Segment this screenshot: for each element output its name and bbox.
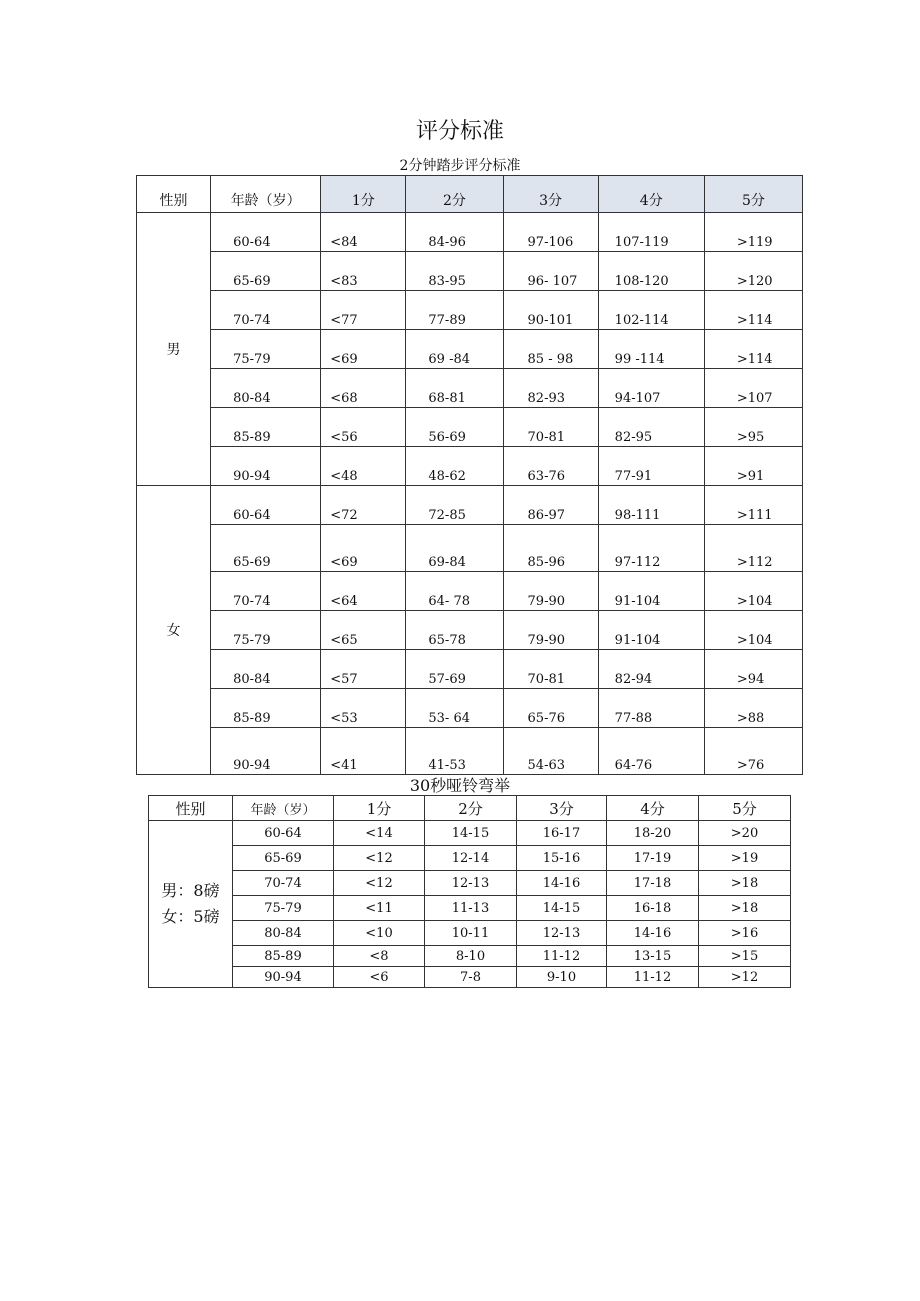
score-cell: 72-85 xyxy=(406,486,503,525)
header-cell: 年龄（岁） xyxy=(233,796,334,821)
table-row xyxy=(149,821,791,846)
score-cell: 94-107 xyxy=(598,369,704,408)
score-cell: 77-91 xyxy=(598,447,704,486)
age-cell: 75-79 xyxy=(211,611,321,650)
score-cell: 86-97 xyxy=(503,486,598,525)
header-cell: 5分 xyxy=(704,176,802,213)
score-cell: 12-13 xyxy=(425,871,517,896)
score-cell: <83 xyxy=(321,252,406,291)
score-cell: >114 xyxy=(704,291,802,330)
age-cell: 60-64 xyxy=(211,213,321,252)
score-cell: 10-11 xyxy=(425,921,517,946)
score-cell: <11 xyxy=(334,896,425,921)
score-cell: <41 xyxy=(321,728,406,775)
age-cell: 90-94 xyxy=(211,447,321,486)
score-cell: 11-13 xyxy=(425,896,517,921)
score-cell: 16-17 xyxy=(517,821,607,846)
table-row xyxy=(137,408,803,447)
header-cell: 4分 xyxy=(607,796,699,821)
age-cell: 65-69 xyxy=(211,525,321,572)
score-cell: <57 xyxy=(321,650,406,689)
score-cell: <68 xyxy=(321,369,406,408)
score-cell: >119 xyxy=(704,213,802,252)
score-cell: 90-101 xyxy=(503,291,598,330)
table-row xyxy=(149,921,791,946)
score-cell: 12-13 xyxy=(517,921,607,946)
age-cell: 60-64 xyxy=(211,486,321,525)
score-cell: 85 - 98 xyxy=(503,330,598,369)
score-cell: >16 xyxy=(699,921,791,946)
score-cell: 15-16 xyxy=(517,846,607,871)
score-cell: <64 xyxy=(321,572,406,611)
score-cell: 18-20 xyxy=(607,821,699,846)
female-weight-label: 女：5磅 xyxy=(161,907,220,926)
score-cell: >104 xyxy=(704,572,802,611)
table-row xyxy=(137,369,803,408)
age-cell: 60-64 xyxy=(233,821,334,846)
score-cell: <69 xyxy=(321,525,406,572)
score-cell: 70-81 xyxy=(503,650,598,689)
score-cell: <8 xyxy=(334,946,425,967)
age-cell: 70-74 xyxy=(233,871,334,896)
age-cell: 70-74 xyxy=(211,291,321,330)
score-cell: 77-89 xyxy=(406,291,503,330)
table-row xyxy=(149,846,791,871)
age-cell: 80-84 xyxy=(211,650,321,689)
page-title: 评分标准 xyxy=(415,119,504,144)
score-cell: 82-95 xyxy=(598,408,704,447)
table-row xyxy=(137,486,803,525)
table-row xyxy=(149,896,791,921)
score-cell: >111 xyxy=(704,486,802,525)
age-cell: 90-94 xyxy=(211,728,321,775)
score-cell: >107 xyxy=(704,369,802,408)
score-cell: 83-95 xyxy=(406,252,503,291)
header-cell: 性别 xyxy=(149,796,233,821)
header-cell: 1分 xyxy=(334,796,425,821)
age-cell: 80-84 xyxy=(233,921,334,946)
score-cell: <48 xyxy=(321,447,406,486)
score-cell: 64- 78 xyxy=(406,572,503,611)
score-cell: 12-14 xyxy=(425,846,517,871)
score-cell: <65 xyxy=(321,611,406,650)
score-cell: 85-96 xyxy=(503,525,598,572)
score-cell: 57-69 xyxy=(406,650,503,689)
score-cell: <10 xyxy=(334,921,425,946)
score-cell: 99 -114 xyxy=(598,330,704,369)
score-cell: 70-81 xyxy=(503,408,598,447)
score-cell: >18 xyxy=(699,871,791,896)
score-cell: <14 xyxy=(334,821,425,846)
age-cell: 85-89 xyxy=(233,946,334,967)
score-cell: 82-93 xyxy=(503,369,598,408)
score-cell: 11-12 xyxy=(607,967,699,988)
score-cell: 13-15 xyxy=(607,946,699,967)
score-cell: >94 xyxy=(704,650,802,689)
age-cell: 85-89 xyxy=(211,689,321,728)
age-cell: 65-69 xyxy=(233,846,334,871)
header-cell: 1分 xyxy=(321,176,406,213)
age-cell: 90-94 xyxy=(233,967,334,988)
table-row xyxy=(137,252,803,291)
score-cell: >19 xyxy=(699,846,791,871)
score-cell: 65-78 xyxy=(406,611,503,650)
curl-test-title: 30秒哑铃弯举 xyxy=(409,776,511,795)
score-cell: 68-81 xyxy=(406,369,503,408)
age-cell: 85-89 xyxy=(211,408,321,447)
table-row xyxy=(137,650,803,689)
score-cell: >104 xyxy=(704,611,802,650)
score-cell: 63-76 xyxy=(503,447,598,486)
score-cell: >95 xyxy=(704,408,802,447)
score-cell: <77 xyxy=(321,291,406,330)
curl-test-table xyxy=(148,795,791,988)
score-cell: <12 xyxy=(334,871,425,896)
table-row xyxy=(137,330,803,369)
score-cell: >18 xyxy=(699,896,791,921)
header-cell: 3分 xyxy=(503,176,598,213)
score-cell: >120 xyxy=(704,252,802,291)
sex-weight-cell xyxy=(149,821,233,988)
table-row xyxy=(137,728,803,775)
score-cell: <56 xyxy=(321,408,406,447)
score-cell: 17-19 xyxy=(607,846,699,871)
score-cell: 97-106 xyxy=(503,213,598,252)
score-cell: >12 xyxy=(699,967,791,988)
score-cell: 11-12 xyxy=(517,946,607,967)
score-cell: 14-16 xyxy=(517,871,607,896)
header-cell: 性别 xyxy=(137,176,211,213)
score-cell: 14-16 xyxy=(607,921,699,946)
header-cell: 4分 xyxy=(598,176,704,213)
score-cell: 41-53 xyxy=(406,728,503,775)
score-cell: 79-90 xyxy=(503,611,598,650)
table-row xyxy=(137,572,803,611)
score-cell: 107-119 xyxy=(598,213,704,252)
score-cell: 91-104 xyxy=(598,611,704,650)
age-cell: 70-74 xyxy=(211,572,321,611)
score-cell: <12 xyxy=(334,846,425,871)
score-cell: 54-63 xyxy=(503,728,598,775)
score-cell: 91-104 xyxy=(598,572,704,611)
score-cell: 17-18 xyxy=(607,871,699,896)
score-cell: >76 xyxy=(704,728,802,775)
header-cell: 年龄（岁） xyxy=(211,176,321,213)
score-cell: >20 xyxy=(699,821,791,846)
score-cell: >91 xyxy=(704,447,802,486)
score-cell: >112 xyxy=(704,525,802,572)
score-cell: 69-84 xyxy=(406,525,503,572)
table-header-row xyxy=(137,176,803,213)
score-cell: <72 xyxy=(321,486,406,525)
age-cell: 65-69 xyxy=(211,252,321,291)
table-row xyxy=(149,967,791,988)
table-row xyxy=(137,213,803,252)
score-cell: >15 xyxy=(699,946,791,967)
score-cell: 96- 107 xyxy=(503,252,598,291)
score-cell: <84 xyxy=(321,213,406,252)
score-cell: 48-62 xyxy=(406,447,503,486)
score-cell: 77-88 xyxy=(598,689,704,728)
table-row xyxy=(137,291,803,330)
table-row xyxy=(149,946,791,967)
score-cell: 65-76 xyxy=(503,689,598,728)
score-cell: 9-10 xyxy=(517,967,607,988)
step-test-table xyxy=(136,175,803,775)
header-cell: 2分 xyxy=(425,796,517,821)
table-row xyxy=(137,689,803,728)
header-cell: 5分 xyxy=(699,796,791,821)
score-cell: <6 xyxy=(334,967,425,988)
score-cell: 84-96 xyxy=(406,213,503,252)
table-row xyxy=(137,611,803,650)
score-cell: 14-15 xyxy=(425,821,517,846)
table-row xyxy=(149,871,791,896)
score-cell: <69 xyxy=(321,330,406,369)
sex-cell: 女 xyxy=(137,486,211,775)
score-cell: 98-111 xyxy=(598,486,704,525)
table-row xyxy=(137,447,803,486)
score-cell: 16-18 xyxy=(607,896,699,921)
step-test-title: 2分钟踏步评分标准 xyxy=(399,158,521,174)
age-cell: 75-79 xyxy=(211,330,321,369)
header-cell: 2分 xyxy=(406,176,503,213)
score-cell: 102-114 xyxy=(598,291,704,330)
score-cell: 7-8 xyxy=(425,967,517,988)
score-cell: 79-90 xyxy=(503,572,598,611)
table-row xyxy=(137,525,803,572)
score-cell: 108-120 xyxy=(598,252,704,291)
score-cell: 64-76 xyxy=(598,728,704,775)
score-cell: 82-94 xyxy=(598,650,704,689)
table-header-row xyxy=(149,796,791,821)
age-cell: 75-79 xyxy=(233,896,334,921)
score-cell: <53 xyxy=(321,689,406,728)
age-cell: 80-84 xyxy=(211,369,321,408)
sex-cell: 男 xyxy=(137,213,211,486)
score-cell: 56-69 xyxy=(406,408,503,447)
score-cell: >114 xyxy=(704,330,802,369)
score-cell: 97-112 xyxy=(598,525,704,572)
male-weight-label: 男：8磅 xyxy=(161,881,220,900)
header-cell: 3分 xyxy=(517,796,607,821)
score-cell: 53- 64 xyxy=(406,689,503,728)
score-cell: >88 xyxy=(704,689,802,728)
score-cell: 14-15 xyxy=(517,896,607,921)
score-cell: 69 -84 xyxy=(406,330,503,369)
score-cell: 8-10 xyxy=(425,946,517,967)
